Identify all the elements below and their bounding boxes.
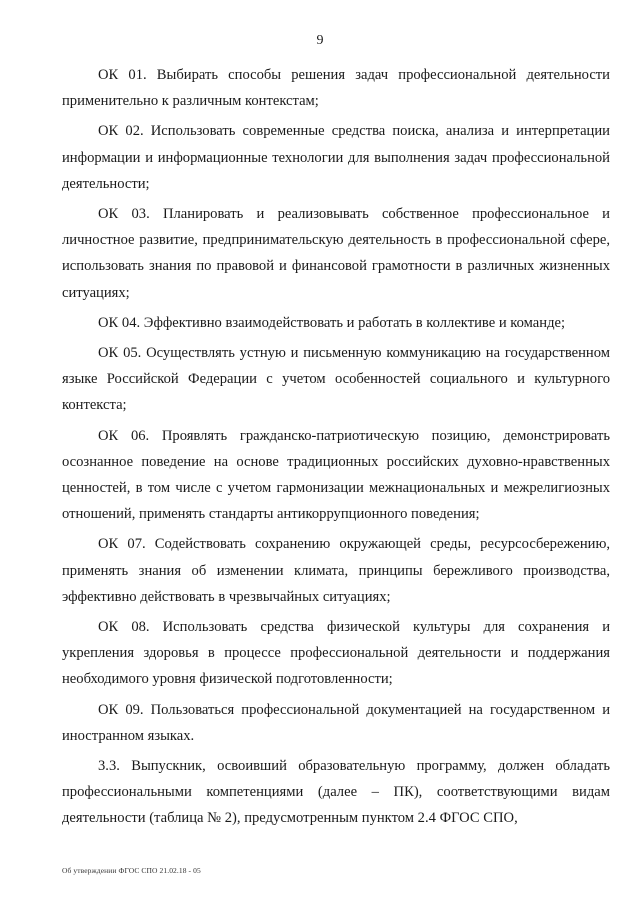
document-body <box>62 62 610 836</box>
paragraph-ok-09: ОК 09. Пользоваться профессиональной документацией на государственном и иностранном языках. <box>62 701 610 744</box>
paragraph-3-3: 3.3. Выпускник, освоивший образовательную программу, должен обладать профессиональными компетенциями (далее – ПК), соответствующими видам деятельности (таблица № 2), предусмотренным пунктом 2.4 ФГОС СПО, <box>62 758 610 827</box>
page-number: 9 <box>316 33 324 48</box>
paragraph-ok-01: ОК 01. Выбирать способы решения задач профессиональной деятельности применительно к различным контекстам; <box>62 67 610 110</box>
footer-note: Об утверждении ФГОС СПО 21.02.18 - 05 <box>62 866 201 875</box>
paragraph-ok-06: ОК 06. Проявлять гражданско-патриотическую позицию, демонстрировать осознанное поведение на основе традиционных российских духовно-нравственных ценностей, в том числе с учетом гармонизации межнациональных и межрелигиозных отношений, применять стандарты антикоррупционного поведения; <box>62 427 610 523</box>
paragraph-ok-02: ОК 02. Использовать современные средства поиска, анализа и интерпретации информации и информационные технологии для выполнения задач профессиональной деятельности; <box>62 123 610 192</box>
paragraph-ok-08: ОК 08. Использовать средства физической культуры для сохранения и укрепления здоровья в процессе профессиональной деятельности и поддержания необходимого уровня физической подготовленности; <box>62 619 610 688</box>
paragraph-ok-04: ОК 04. Эффективно взаимодействовать и работать в коллективе и команде; <box>98 314 566 331</box>
paragraph-ok-03: ОК 03. Планировать и реализовывать собственное профессиональное и личностное развитие, предпринимательскую деятельность в профессиональной сфере, использовать знания по правовой и финансовой грамотности в различных жизненных ситуациях; <box>62 206 610 301</box>
paragraph-ok-05: ОК 05. Осуществлять устную и письменную коммуникацию на государственном языке Российской Федерации с учетом особенностей социального и культурного контекста; <box>62 345 610 414</box>
paragraph-ok-07: ОК 07. Содействовать сохранению окружающей среды, ресурсосбережению, применять знания об изменении климата, принципы бережливого производства, эффективно действовать в чрезвычайных ситуациях; <box>62 536 610 605</box>
